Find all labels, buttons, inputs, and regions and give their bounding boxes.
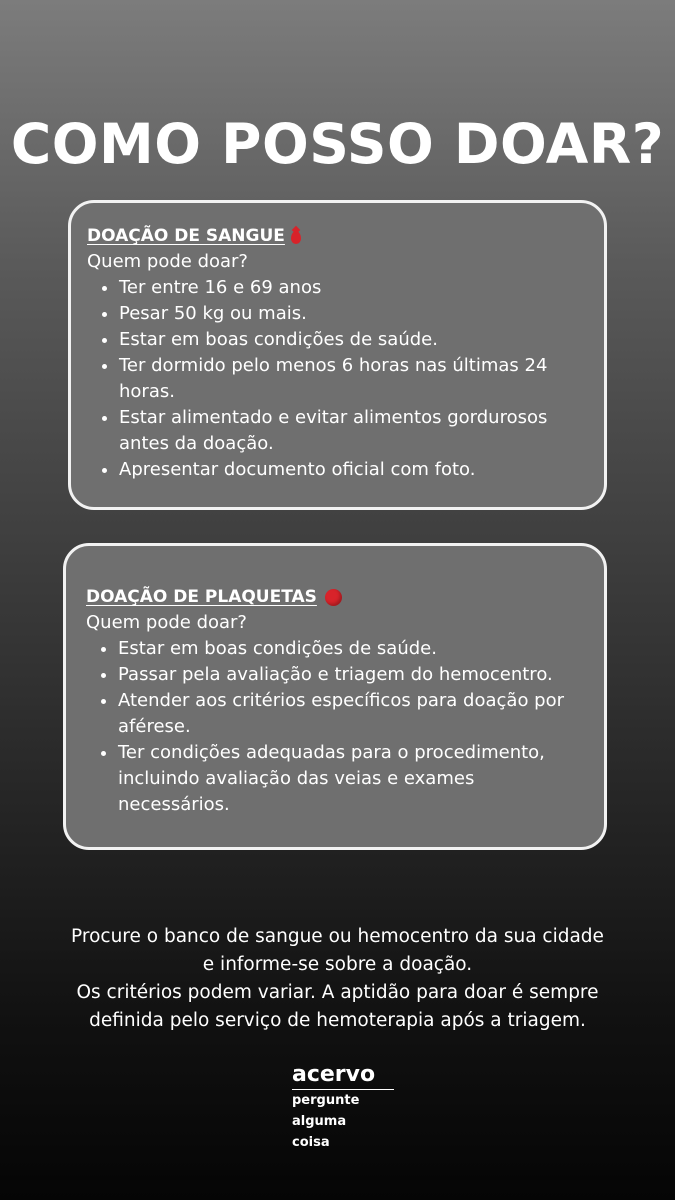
card-heading (86, 584, 584, 610)
brand-logo (292, 1062, 402, 1153)
list-item: • Ter condições adequadas para o procedimento, incluindo avaliação das veias e exames necessários. (118, 740, 584, 818)
footer-line: e informe-se sobre a doação. (202, 954, 473, 975)
requirements-list (86, 636, 584, 818)
footer-line: Os critérios podem variar. A aptidão para doar é sempre (76, 982, 599, 1003)
blood-drop-icon (291, 231, 301, 244)
footer-note (20, 923, 655, 1035)
footer-line: Procure o banco de sangue ou hemocentro da sua cidade (71, 926, 604, 947)
red-circle-icon (325, 589, 342, 606)
card-heading (87, 223, 582, 249)
logo-wordmark: acervo (292, 1062, 394, 1090)
footer-line: definida pelo serviço de hemoterapia após a triagem. (89, 1010, 586, 1031)
list-item: • Estar em boas condições de saúde. (118, 636, 584, 662)
list-item: • Passar pela avaliação e triagem do hemocentro. (118, 662, 584, 688)
list-item: • Estar alimentado e evitar alimentos gordurosos antes da doação. (119, 405, 582, 457)
blood-donation-card (68, 200, 607, 510)
logo-tagline-line: pergunte (292, 1093, 360, 1108)
page-title: COMO POSSO DOAR? (10, 112, 665, 176)
requirements-list (87, 275, 582, 483)
card-heading-label: DOAÇÃO DE SANGUE (87, 226, 285, 246)
platelet-donation-card (63, 543, 607, 850)
logo-tagline-line: coisa (292, 1135, 330, 1150)
list-item: • Ter dormido pelo menos 6 horas nas últimas 24 horas. (119, 353, 582, 405)
card-heading-label: DOAÇÃO DE PLAQUETAS (86, 587, 317, 607)
list-item: • Estar em boas condições de saúde. (119, 327, 582, 353)
card-question: Quem pode doar? (86, 612, 247, 633)
list-item: • Atender aos critérios específicos para doação por aférese. (118, 688, 584, 740)
logo-tagline-line: alguma (292, 1114, 347, 1129)
card-question: Quem pode doar? (87, 251, 248, 272)
list-item: • Ter entre 16 e 69 anos (119, 275, 582, 301)
list-item: • Pesar 50 kg ou mais. (119, 301, 582, 327)
list-item: • Apresentar documento oficial com foto. (119, 457, 582, 483)
